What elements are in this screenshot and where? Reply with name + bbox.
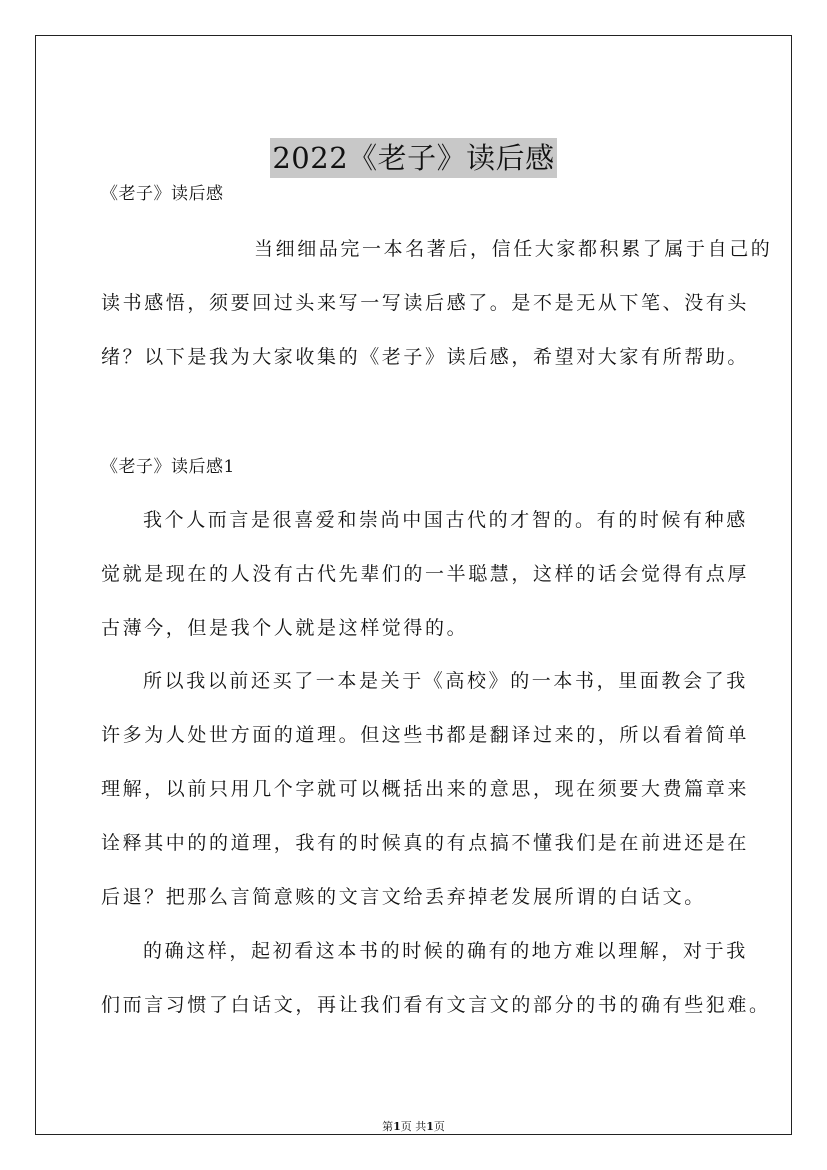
intro-line: 读书感悟，须要回过头来写一写读后感了。是不是无从下笔、没有头	[101, 292, 750, 314]
paragraph-line: 所以我以前还买了一本是关于《高校》的一本书，里面教会了我	[143, 670, 748, 692]
body-paragraph-1	[101, 493, 750, 655]
page-footer	[36, 1118, 791, 1134]
footer-prefix: 第	[382, 1120, 394, 1133]
paragraph-line: 古薄今，但是我个人就是这样觉得的。	[101, 617, 469, 639]
paragraph-line: 我个人而言是很喜爱和崇尚中国古代的才智的。有的时候有种感	[143, 509, 748, 531]
paragraph-line: 们而言习惯了白话文，再让我们看有文言文的部分的书的确有些犯难。	[101, 994, 771, 1016]
paragraph-line: 后退？把那么言简意赅的文言文给丢弃掉老发展所谓的白话文。	[101, 886, 706, 908]
paragraph-line: 觉就是现在的人没有古代先辈们的一半聪慧，这样的话会觉得有点厚	[101, 563, 750, 585]
paragraph-line: 的确这样，起初看这本书的时候的确有的地方难以理解，对于我	[143, 940, 748, 962]
paragraph-line: 许多为人处世方面的道理。但这些书都是翻译过来的，所以看着简单	[101, 724, 750, 746]
intro-line: 当细细品完一本名著后，信任大家都积累了属于自己的	[254, 238, 773, 260]
intro-paragraph	[101, 222, 773, 384]
title-container	[36, 138, 791, 178]
paragraph-line: 理解，以前只用几个字就可以概括出来的意思，现在须要大费篇章来	[101, 778, 750, 800]
intro-line: 绪？以下是我为大家收集的《老子》读后感，希望对大家有所帮助。	[101, 346, 750, 368]
paragraph-line: 诠释其中的的道理，我有的时候真的有点搞不懂我们是在前进还是在	[101, 832, 750, 854]
footer-page-number: 1	[393, 1120, 401, 1133]
document-title[interactable]: 2022《老子》读后感	[270, 138, 556, 178]
footer-total-pages: 1	[426, 1120, 434, 1133]
body-paragraph-2	[101, 654, 750, 924]
footer-mid: 页 共	[400, 1120, 427, 1133]
document-page	[35, 35, 792, 1135]
section-heading: 《老子》读后感1	[101, 457, 235, 477]
document-subtitle: 《老子》读后感	[101, 184, 224, 204]
footer-suffix: 页	[433, 1120, 445, 1133]
body-paragraph-3	[101, 924, 771, 1032]
